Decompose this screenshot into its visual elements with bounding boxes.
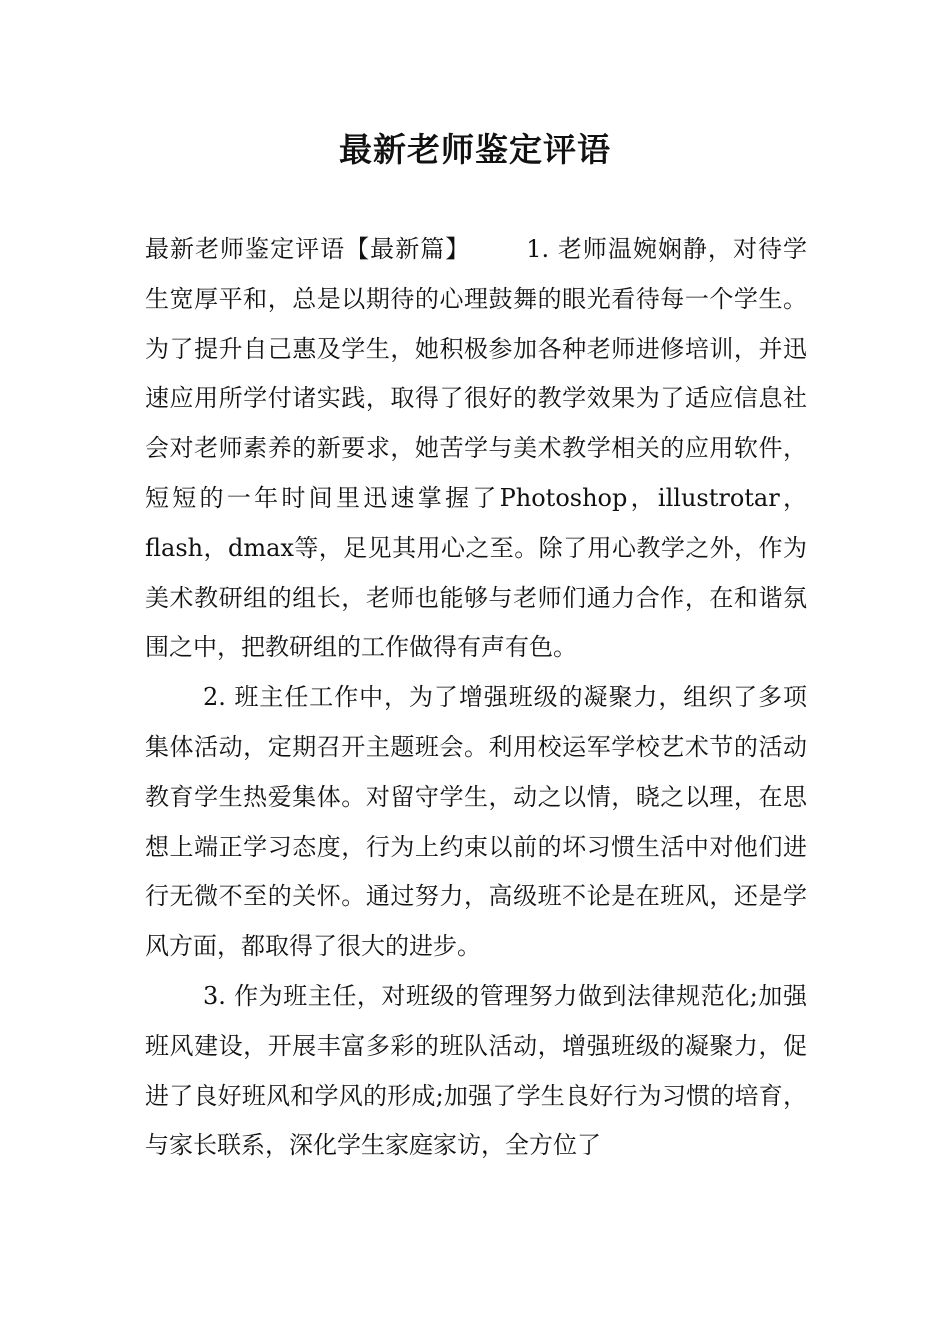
document-body (145, 225, 807, 1171)
paragraph-2: 2. 班主任工作中，为了增强班级的凝聚力，组织了多项集体活动，定期召开主题班会。利用校运军学校艺术节的活动教育学生热爱集体。对留守学生，动之以情，晓之以理，在思想上端正学习态度，行为上约束以前的坏习惯生活中对他们进行无微不至的关怀。通过努力，高级班不论是在班风，还是学风方面，都取得了很大的进步。 (145, 683, 807, 961)
paragraph-1-lead: 最新老师鉴定评语【最新篇】 (145, 235, 471, 263)
paragraph-1 (145, 225, 807, 673)
paragraph-3: 3. 作为班主任，对班级的管理努力做到法律规范化;加强班风建设，开展丰富多彩的班队活动，增强班级的凝聚力，促进了良好班风和学风的形成;加强了学生良好行为习惯的培育，与家长联系，深化学生家庭家访，全方位了 (145, 981, 807, 1160)
document-title: 最新老师鉴定评语 (339, 130, 611, 169)
paragraph-1-text: 1. 老师温婉娴静，对待学生宽厚平和，总是以期待的心理鼓舞的眼光看待每一个学生。为了提升自己惠及学生，她积极参加各种老师进修培训，并迅速应用所学付诸实践，取得了很好的教学效果为了适应信息社会对老师素养的新要求，她苦学与美术教学相关的应用软件，短短的一年时间里迅速掌握了Photoshop，illustrotar，flash，dmax等，足见其用心之至。除了用心教学之外，作为美术教研组的组长，老师也能够与老师们通力合作，在和谐氛围之中，把教研组的工作做得有声有色。 (145, 235, 807, 662)
